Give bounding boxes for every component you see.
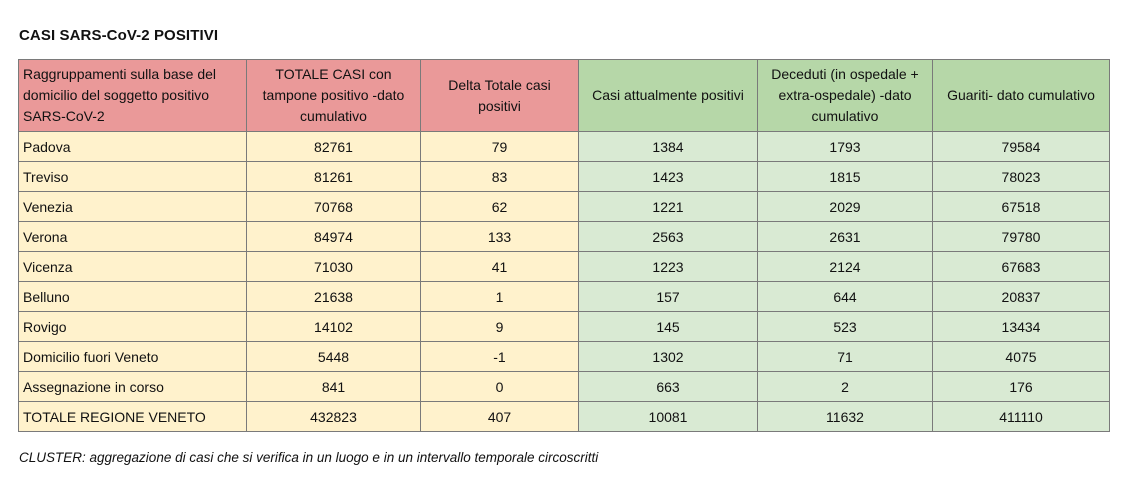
cell-total-cases: 5448 — [247, 342, 421, 372]
cell-delta-cases: 41 — [421, 252, 579, 282]
cell-recovered: 67518 — [933, 192, 1110, 222]
cell-deceased: 1815 — [758, 162, 933, 192]
cell-total-cases: 841 — [247, 372, 421, 402]
cell-deceased: 2 — [758, 372, 933, 402]
cell-delta-cases: 9 — [421, 312, 579, 342]
table-row — [19, 222, 1110, 252]
table-row — [19, 192, 1110, 222]
cases-table — [18, 59, 1110, 432]
header-deceased: Deceduti (in ospedale + extra-ospedale) -dato cumulativo — [758, 60, 933, 132]
cell-total-cases: 82761 — [247, 132, 421, 162]
cell-deceased: 644 — [758, 282, 933, 312]
table-row — [19, 132, 1110, 162]
cell-current-positive: 663 — [579, 372, 758, 402]
header-recovered: Guariti- dato cumulativo — [933, 60, 1110, 132]
cell-area: Venezia — [19, 192, 247, 222]
cell-recovered: 176 — [933, 372, 1110, 402]
cell-total-cases: 84974 — [247, 222, 421, 252]
cell-delta-cases: 0 — [421, 372, 579, 402]
header-grouping: Raggruppamenti sulla base del domicilio del soggetto positivo SARS-CoV-2 — [19, 60, 247, 132]
cell-recovered: 20837 — [933, 282, 1110, 312]
cell-total-cases: 71030 — [247, 252, 421, 282]
cell-delta-cases: 62 — [421, 192, 579, 222]
page-title: CASI SARS-CoV-2 POSITIVI — [19, 27, 219, 44]
cell-area: Belluno — [19, 282, 247, 312]
table-row — [19, 312, 1110, 342]
cell-deceased: 523 — [758, 312, 933, 342]
header-delta-cases: Delta Totale casi positivi — [421, 60, 579, 132]
cell-total-cases: 21638 — [247, 282, 421, 312]
cell-current-positive: 157 — [579, 282, 758, 312]
cell-delta-cases: 83 — [421, 162, 579, 192]
cell-recovered: 78023 — [933, 162, 1110, 192]
cell-deceased: 1793 — [758, 132, 933, 162]
cell-current-positive: 1423 — [579, 162, 758, 192]
cell-total-cases: 81261 — [247, 162, 421, 192]
cell-current-positive: 10081 — [579, 402, 758, 432]
cell-delta-cases: 1 — [421, 282, 579, 312]
cell-area: Domicilio fuori Veneto — [19, 342, 247, 372]
cell-current-positive: 1221 — [579, 192, 758, 222]
cell-current-positive: 1302 — [579, 342, 758, 372]
cell-deceased: 2631 — [758, 222, 933, 252]
cell-recovered: 4075 — [933, 342, 1110, 372]
cell-delta-cases: 407 — [421, 402, 579, 432]
table-row — [19, 372, 1110, 402]
table-row-total — [19, 402, 1110, 432]
cell-current-positive: 1384 — [579, 132, 758, 162]
cell-area: Verona — [19, 222, 247, 252]
cell-deceased: 2029 — [758, 192, 933, 222]
cell-total-cases: 70768 — [247, 192, 421, 222]
header-current-positive: Casi attualmente positivi — [579, 60, 758, 132]
cell-delta-cases: 79 — [421, 132, 579, 162]
cell-total-cases: 432823 — [247, 402, 421, 432]
cell-area: Padova — [19, 132, 247, 162]
footnote: CLUSTER: aggregazione di casi che si verifica in un luogo e in un intervallo temporale circoscritti — [19, 450, 599, 465]
cell-recovered: 79584 — [933, 132, 1110, 162]
table-row — [19, 252, 1110, 282]
cell-deceased: 71 — [758, 342, 933, 372]
cell-recovered: 13434 — [933, 312, 1110, 342]
cell-current-positive: 145 — [579, 312, 758, 342]
table-row — [19, 162, 1110, 192]
cell-delta-cases: -1 — [421, 342, 579, 372]
header-total-cases: TOTALE CASI con tampone positivo -dato cumulativo — [247, 60, 421, 132]
cell-total-cases: 14102 — [247, 312, 421, 342]
cell-recovered: 411110 — [933, 402, 1110, 432]
cell-area: Rovigo — [19, 312, 247, 342]
cell-recovered: 67683 — [933, 252, 1110, 282]
cell-recovered: 79780 — [933, 222, 1110, 252]
cell-delta-cases: 133 — [421, 222, 579, 252]
cell-area: Treviso — [19, 162, 247, 192]
cell-deceased: 2124 — [758, 252, 933, 282]
table-row — [19, 342, 1110, 372]
cell-deceased: 11632 — [758, 402, 933, 432]
cell-area: TOTALE REGIONE VENETO — [19, 402, 247, 432]
table-header-row — [19, 60, 1110, 132]
cell-area: Vicenza — [19, 252, 247, 282]
table-row — [19, 282, 1110, 312]
cell-current-positive: 1223 — [579, 252, 758, 282]
cell-area: Assegnazione in corso — [19, 372, 247, 402]
cell-current-positive: 2563 — [579, 222, 758, 252]
